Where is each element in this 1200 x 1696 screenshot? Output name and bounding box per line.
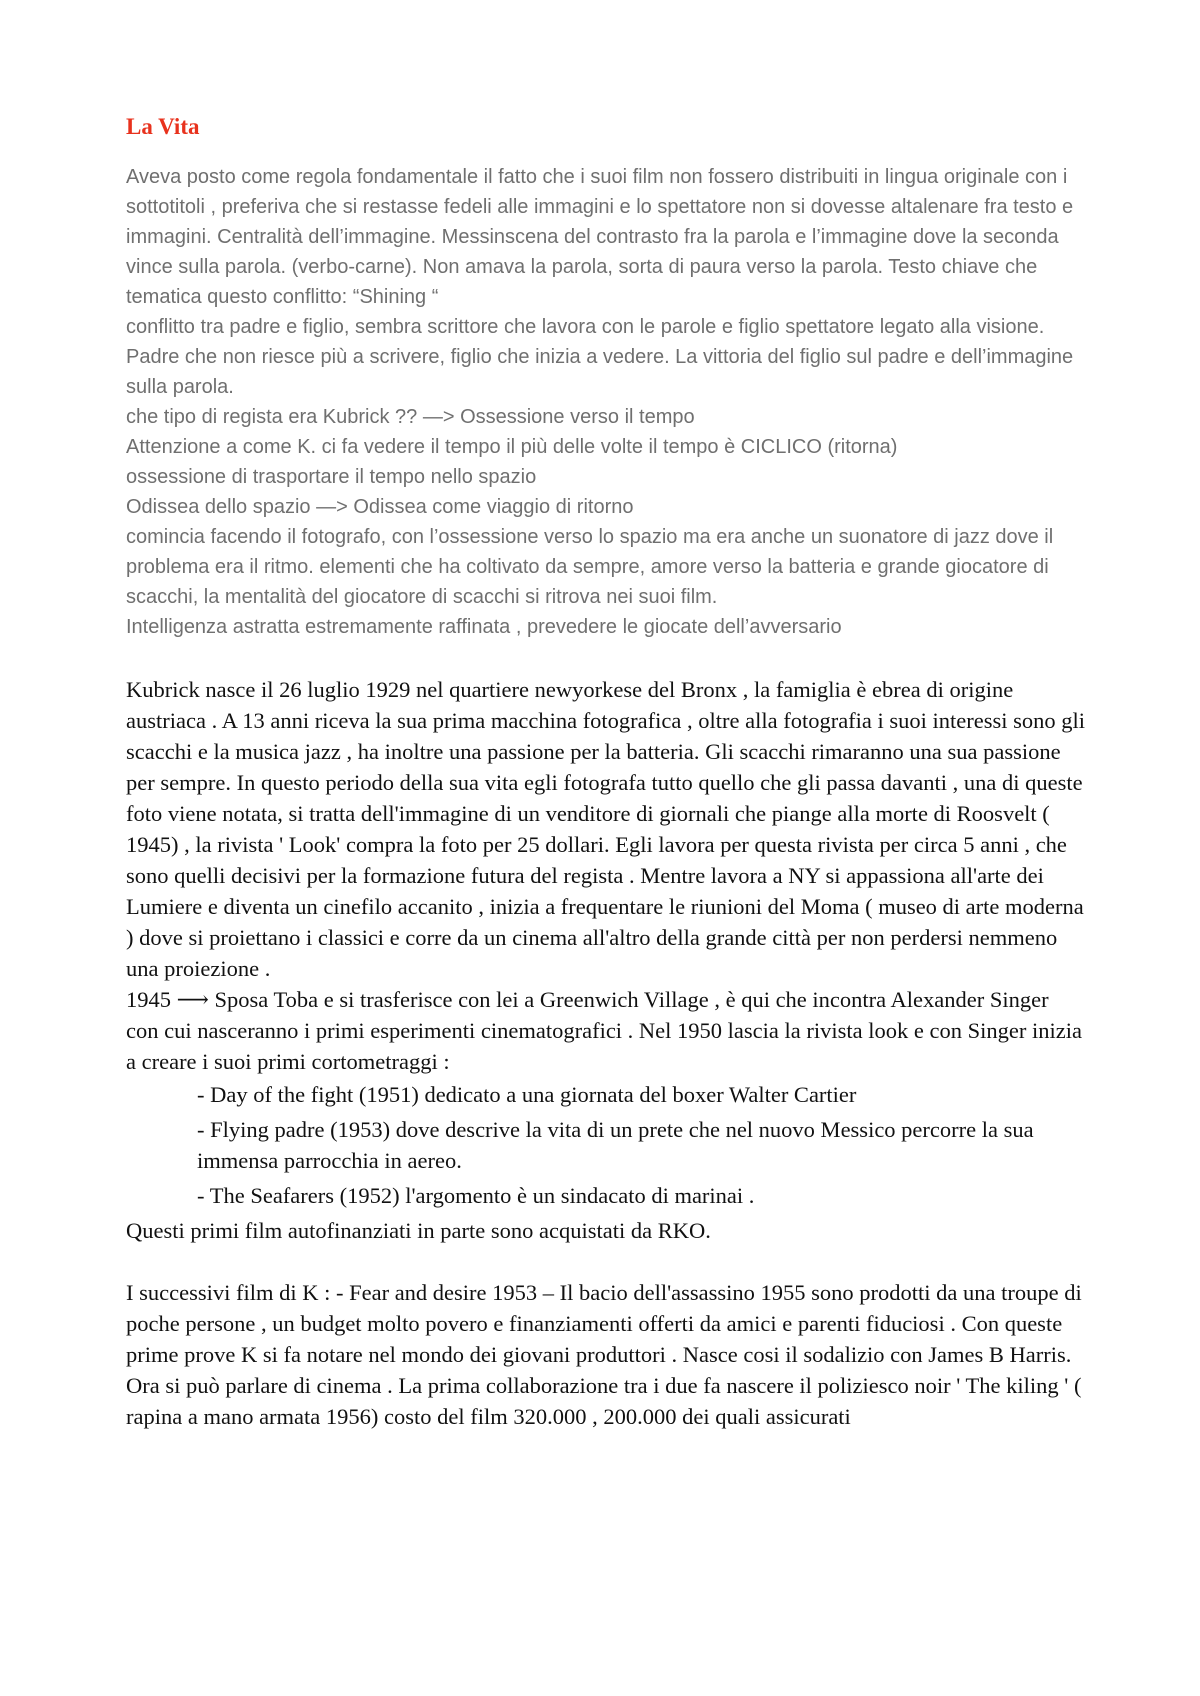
notes-section: [126, 162, 1086, 642]
bio-paragraph-early-life: Kubrick nasce il 26 luglio 1929 nel quartiere newyorkese del Bronx , la famiglia è ebrea di origine austriaca . A 13 anni riceva la sua prima macchina fotografica , oltre alla fotografia i suoi interessi sono gli scacchi e la musica jazz , ha inoltre una passione per la batteria. Gli scacchi rimaranno una sua passione per sempre. In questo periodo della sua vita egli fotografa tutto quello che gli passa davanti , una di queste foto viene notata, si tratta dell'immagine di un venditore di giornali che piange alla morte di Roosvelt ( 1945) , la rivista ' Look' compra la foto per 25 dollari. Egli lavora per questa rivista per circa 5 anni , che sono quelli decisivi per la formazione futura del regista . Mentre lavora a NY si appassiona all'arte dei Lumiere e diventa un cinefilo accanito , inizia a frequentare le riunioni del Moma ( museo di arte moderna ) dove si proiettano i classici e corre da un cinema all'altro della grande città per non perdersi nemmeno una proiezione .: [126, 677, 1086, 981]
bio-paragraph-1945: 1945 ⟶ Sposa Toba e si trasferisce con lei a Greenwich Village , è qui che incontra Alexander Singer con cui nasceranno i primi esperimenti cinematografici . Nel 1950 lascia la rivista look e con Singer inizia a creare i suoi primi cortometraggi :: [126, 987, 1082, 1074]
bio-paragraph-later-films: I successivi film di K : - Fear and desire 1953 – Il bacio dell'assassino 1955 sono prodotti da una troupe di poche persone , un budget molto povero e finanziamenti offerti da amici e parenti fiduciosi . Con queste prime prove K si fa notare nel mondo dei giovani produttori . Nasce cosi il sodalizio con James B Harris. Ora si può parlare di cinema . La prima collaborazione tra i due fa nascere il poliziesco noir ' The kiling ' ( rapina a mano armata 1956) costo del film 320.000 , 200.000 dei quali assicurati: [126, 1280, 1082, 1429]
notes-paragraph: Attenzione a come K. ci fa vedere il tempo il più delle volte il tempo è CICLICO (ritorna): [126, 436, 898, 458]
biography-section: [126, 674, 1086, 1432]
notes-paragraph: Intelligenza astratta estremamente raffinata , prevedere le giocate dell’avversario: [126, 616, 842, 638]
list-item: - Flying padre (1953) dove descrive la vita di un prete che nel nuovo Messico percorre la sua immensa parrocchia in aereo.: [197, 1117, 1034, 1173]
notes-paragraph: comincia facendo il fotografo, con l’ossessione verso lo spazio ma era anche un suonatore di jazz dove il problema era il ritmo. elementi che ha coltivato da sempre, amore verso la batteria e grande giocatore di scacchi, la mentalità del giocatore di scacchi si ritrova nei suoi film.: [126, 526, 1054, 608]
list-item: - Day of the fight (1951) dedicato a una giornata del boxer Walter Cartier: [197, 1082, 857, 1107]
short-films-list: [126, 1079, 1086, 1211]
bio-paragraph-rko: Questi primi film autofinanziati in parte sono acquistati da RKO.: [126, 1218, 711, 1243]
notes-paragraph: Aveva posto come regola fondamentale il fatto che i suoi film non fossero distribuiti in lingua originale con i sottotitoli , preferiva che si restasse fedeli alle immagini e lo spettatore non si dovesse altalenare fra testo e immagini. Centralità dell’immagine. Messinscena del contrasto fra la parola e l’immagine dove la seconda vince sulla parola. (verbo-carne). Non amava la parola, sorta di paura verso la parola. Testo chiave che tematica questo conflitto: “Shining “: [126, 166, 1074, 308]
notes-paragraph: che tipo di regista era Kubrick ?? —> Ossessione verso il tempo: [126, 406, 695, 428]
notes-paragraph: ossessione di trasportare il tempo nello spazio: [126, 466, 537, 488]
notes-paragraph: Odissea dello spazio —> Odissea come viaggio di ritorno: [126, 496, 634, 518]
notes-paragraph: conflitto tra padre e figlio, sembra scrittore che lavora con le parole e figlio spettatore legato alla visione. Padre che non riesce più a scrivere, figlio che inizia a vedere. La vittoria del figlio sul padre e dell’immagine sulla parola.: [126, 316, 1074, 398]
page-title: La Vita: [126, 114, 200, 139]
document-page: [126, 112, 1086, 1432]
paragraph-spacer: [126, 1246, 1086, 1277]
list-item: - The Seafarers (1952) l'argomento è un sindacato di marinai .: [197, 1183, 755, 1208]
